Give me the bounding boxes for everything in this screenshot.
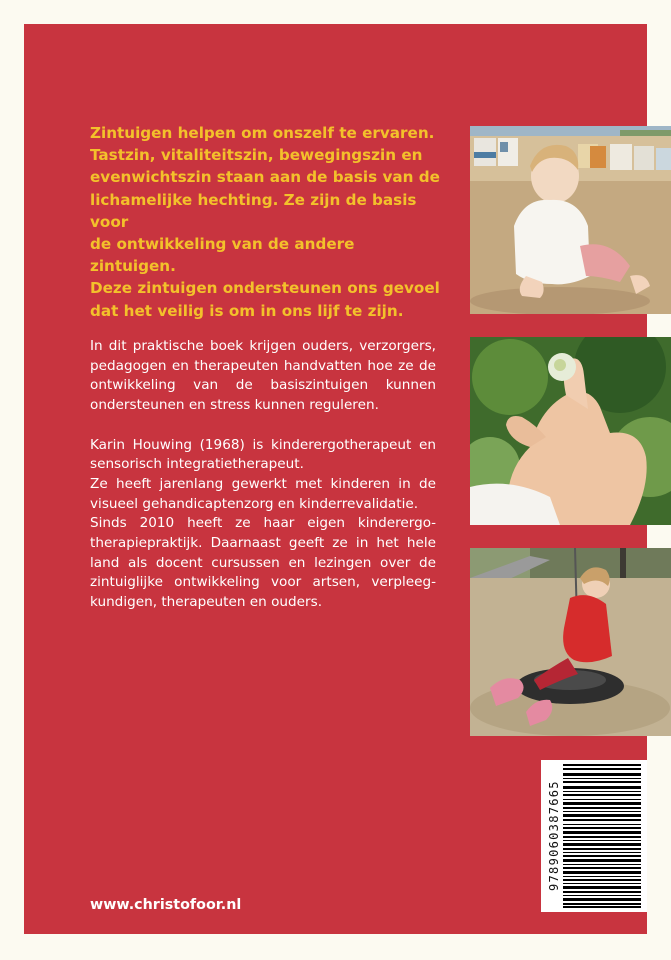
intro-text — [90, 122, 445, 322]
intro-line: evenwichtszin staan aan de basis van de — [90, 168, 440, 187]
intro-line: Deze zintuigen ondersteunen ons gevoel — [90, 279, 440, 298]
photo-hand-holding-flower — [470, 337, 671, 525]
intro-line: de ontwikkeling van de andere zintuigen. — [90, 235, 355, 276]
intro-line: dat het veilig is om in ons lijf te zijn. — [90, 301, 404, 320]
author-bio: Sinds 2010 heeft ze haar eigen kinderergotherapiepraktijk. Daarnaast geeft ze in het hele land als docent cursussen en lezingen over de zintuiglijke ontwikkeling voor artsen, verpleegkundigen, therapeuten en ouders. — [90, 515, 436, 611]
intro-line: lichamelijke hechting. Ze zijn de basis voor — [90, 190, 417, 231]
barcode-bars — [563, 764, 641, 908]
isbn-barcode — [541, 760, 647, 912]
author-bio: Ze heeft jarenlang gewerkt met kinderen in de visueel gehandicaptenzorg en kinderrevalidatie. — [90, 475, 436, 512]
isbn-number: 9789060387665 — [547, 780, 561, 892]
intro-line: Tastzin, vitaliteitszin, bewegingszin en — [90, 146, 423, 165]
author-bio: Karin Houwing (1968) is kinderergotherapeut en sensorisch integratietherapeut. — [90, 436, 436, 473]
publisher-website[interactable]: www.christofoor.nl — [90, 897, 242, 913]
photo-child-beach-sand — [470, 126, 671, 314]
book-description: In dit praktische boek krijgen ouders, verzorgers, pedagogen en therapeuten handvatten hoe ze de ontwikkeling van de basiszintuigen kunnen ondersteunen en stress kunnen reguleren. — [90, 338, 436, 414]
photo-girl-tire-swing — [470, 548, 671, 736]
body-text — [90, 337, 436, 613]
intro-line: Zintuigen helpen om onszelf te ervaren. — [90, 124, 435, 142]
